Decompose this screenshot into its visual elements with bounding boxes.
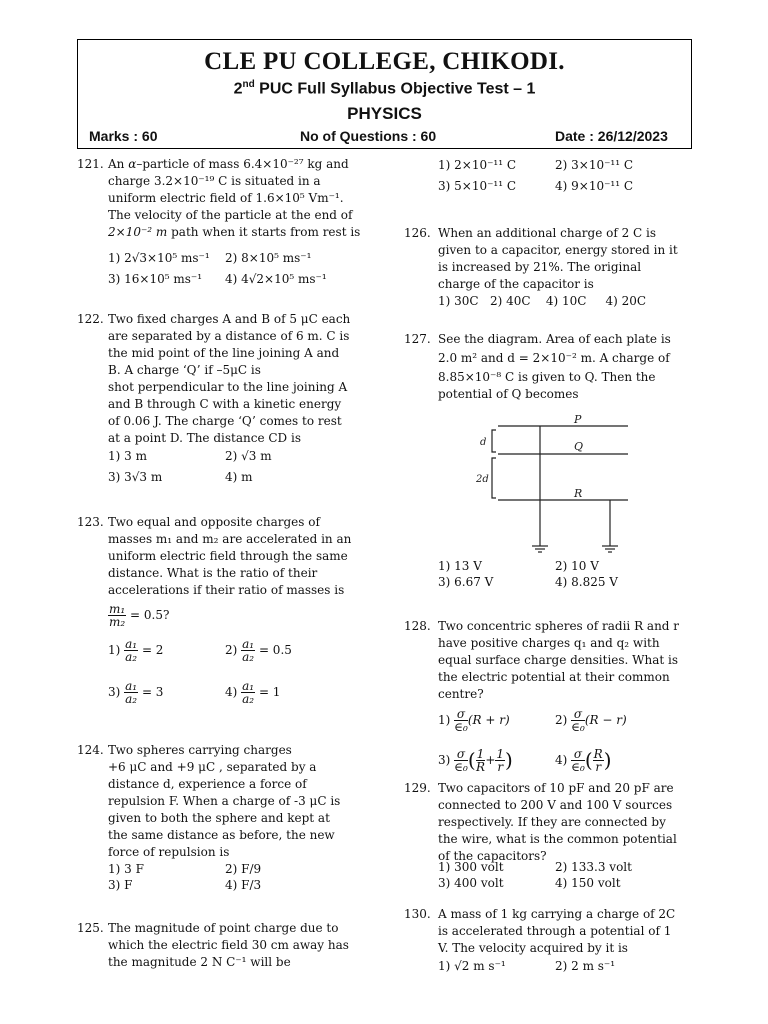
question-text	[108, 311, 363, 447]
question-number: 125.	[77, 921, 104, 935]
q123-line-2: masses m₁ and m₂ are accelerated in an	[108, 532, 352, 546]
header-box	[77, 39, 692, 149]
option-3[interactable]: 3) 400 volt	[438, 876, 504, 890]
label-p: P	[574, 413, 582, 426]
q127-line-3: 8.85×10⁻⁸ C is given to Q. Then the	[438, 370, 656, 384]
bracket-d	[492, 430, 496, 452]
q126-line-1: When an additional charge of 2 C is	[438, 226, 657, 240]
q125-line-3: the magnitude 2 N C⁻¹ will be	[108, 955, 291, 969]
label-q: Q	[574, 440, 584, 453]
q129-line-3: respectively. If they are connected by	[438, 815, 666, 829]
q127-line-4: potential of Q becomes	[438, 387, 579, 401]
q126-line-3: is increased by 21%. The original	[438, 260, 642, 274]
option-3[interactable]: 3) 6.67 V	[438, 575, 494, 589]
q121-line-5: 2×10⁻² m path when it starts from rest is	[108, 225, 361, 239]
question-text	[438, 331, 692, 403]
q125-line-2: which the electric field 30 cm away has	[108, 938, 349, 952]
q122-line-6: and B through C with a kinetic energy	[108, 397, 342, 411]
q130-line-2: is accelerated through a potential of 1	[438, 924, 672, 938]
option-2[interactable]: 2) F/9	[225, 862, 262, 876]
option-2[interactable]: 2) $\frac{\sigma}{\text{∈₀}}$ (R − r)	[555, 707, 627, 734]
question-number: 123.	[77, 515, 104, 529]
q124-line-1: Two spheres carrying charges	[108, 743, 292, 757]
q129-line-2: connected to 200 V and 100 V sources	[438, 798, 673, 812]
q128-line-1: Two concentric spheres of radii R and r	[438, 619, 680, 633]
option-2[interactable]: 2) √3 m	[225, 449, 272, 463]
question-text	[108, 920, 363, 971]
question-text	[438, 780, 692, 865]
question-number: 121.	[77, 157, 104, 171]
q122-line-8: at a point D. The distance CD is	[108, 431, 301, 445]
q128-line-5: centre?	[438, 687, 484, 701]
option-2[interactable]: 2) 2 m s⁻¹	[555, 959, 616, 973]
q126-line-2: given to a capacitor, energy stored in it	[438, 243, 678, 257]
question-text	[438, 618, 692, 703]
option-1[interactable]: 1) 3 F	[108, 862, 144, 876]
option-2[interactable]: 2) 8×10⁵ ms⁻¹	[225, 251, 312, 265]
q127-line-2: 2.0 m² and d = 2×10⁻² m. A charge of	[438, 351, 670, 365]
q122-line-3: the mid point of the line joining A and	[108, 346, 340, 360]
option-4[interactable]: 4) 150 volt	[555, 876, 621, 890]
question-number: 130.	[404, 907, 431, 921]
question-text	[108, 514, 363, 628]
question-number: 126.	[404, 226, 431, 240]
option-2[interactable]: 2) 10 V	[555, 559, 599, 573]
q126-line-4: charge of the capacitor is	[438, 277, 594, 291]
q126-options[interactable]: 1) 30C 2) 40C 4) 10C 4) 20C	[438, 294, 647, 308]
q128-line-3: equal surface charge densities. What is	[438, 653, 679, 667]
option-2[interactable]: 2) 3×10⁻¹¹ C	[555, 158, 634, 172]
q121-line-1: An α–particle of mass 6.4×10⁻²⁷ kg and	[108, 157, 349, 171]
option-4[interactable]: 4) F/3	[225, 878, 262, 892]
option-3[interactable]: 3) 3√3 m	[108, 470, 163, 484]
question-number: 122.	[77, 312, 104, 326]
college-name: CLE PU COLLEGE, CHIKODI.	[204, 48, 565, 75]
option-4[interactable]: 4) $\frac{\text{a₁}}{\text{a₂}}$ = 1	[225, 679, 281, 706]
q124-line-5: given to both the sphere and kept at	[108, 811, 330, 825]
q124-line-6: the same distance as before, the new	[108, 828, 335, 842]
q123-line-4: distance. What is the ratio of their	[108, 566, 318, 580]
option-1[interactable]: 1) √2 m s⁻¹	[438, 959, 506, 973]
question-number: 128.	[404, 619, 431, 633]
q128-line-2: have positive charges q₁ and q₂ with	[438, 636, 660, 650]
option-4[interactable]: 4) 4√2×10⁵ ms⁻¹	[225, 272, 327, 286]
q123-mass-ratio: $\frac{\text{m₁}}{\text{m₂}}$ = 0.5?	[109, 602, 170, 629]
q124-line-4: repulsion F. When a charge of -3 μC is	[108, 794, 341, 808]
q124-line-2: +6 μC and +9 μC , separated by a	[108, 760, 317, 774]
q129-line-5: of the capacitors?	[438, 849, 547, 863]
q121-line-2: charge 3.2×10⁻¹⁹ C is situated in a	[108, 174, 321, 188]
q123-line-5: accelerations if their ratio of masses is	[108, 583, 345, 597]
option-1[interactable]: 1) 2×10⁻¹¹ C	[438, 158, 517, 172]
option-3[interactable]: 3) $\frac{\sigma}{\text{∈₀}}$ ( $\frac{1}{R}$ + $\frac{1}{r}$ )	[438, 747, 513, 774]
q123-line-1: Two equal and opposite charges of	[108, 515, 320, 529]
option-1[interactable]: 1) 3 m	[108, 449, 147, 463]
option-4[interactable]: 4) $\frac{\sigma}{\text{∈₀}}$ ( $\frac{R}{r}$ )	[555, 747, 612, 774]
q123-line-3: uniform electric field through the same	[108, 549, 348, 563]
q122-line-7: of 0.06 J. The charge ‘Q’ comes to rest	[108, 414, 342, 428]
option-1[interactable]: 1) $\frac{\sigma}{\text{∈₀}}$ (R + r)	[438, 707, 510, 734]
q122-line-4: B. A charge ‘Q’ if –5μC is	[108, 363, 261, 377]
option-3[interactable]: 3) 16×10⁵ ms⁻¹	[108, 272, 203, 286]
q124-line-3: distance d, experience a force of	[108, 777, 307, 791]
q124-line-7: force of repulsion is	[108, 845, 230, 859]
q122-line-1: Two fixed charges A and B of 5 μC each	[108, 312, 351, 326]
question-text	[438, 906, 692, 957]
question-text	[108, 742, 363, 861]
test-title-rest: PUC Full Syllabus Objective Test – 1	[254, 80, 536, 98]
date-label: Date : 26/12/2023	[555, 128, 668, 144]
option-1[interactable]: 1) 2√3×10⁵ ms⁻¹	[108, 251, 210, 265]
q122-line-5: shot perpendicular to the line joining A	[108, 380, 348, 394]
option-1[interactable]: 1) 13 V	[438, 559, 482, 573]
option-3[interactable]: 3) F	[108, 878, 133, 892]
question-number: 124.	[77, 743, 104, 757]
option-4[interactable]: 4) 8.825 V	[555, 575, 618, 589]
q130-line-1: A mass of 1 kg carrying a charge of 2C	[438, 907, 676, 921]
q125-line-1: The magnitude of point charge due to	[108, 921, 339, 935]
label-2d: 2d	[476, 474, 489, 485]
option-1[interactable]: 1) $\frac{\text{a₁}}{\text{a₂}}$ = 2	[108, 637, 164, 664]
option-2[interactable]: 2) $\frac{\text{a₁}}{\text{a₂}}$ = 0.5	[225, 637, 292, 664]
option-2[interactable]: 2) 133.3 volt	[555, 860, 632, 874]
test-title	[78, 79, 691, 98]
questions-label: No of Questions : 60	[300, 128, 437, 144]
option-4[interactable]: 4) m	[225, 470, 253, 484]
test-title-prefix: 2	[233, 80, 243, 98]
q128-line-4: the electric potential at their common	[438, 670, 670, 684]
q129-line-4: the wire, what is the common potential	[438, 832, 677, 846]
q129-line-1: Two capacitors of 10 pF and 20 pF are	[438, 781, 674, 795]
q122-line-2: are separated by a distance of 6 m. C is	[108, 329, 350, 343]
question-number: 127.	[404, 332, 431, 346]
marks-label: Marks : 60	[89, 128, 158, 144]
bracket-2d	[492, 458, 496, 498]
label-d: d	[480, 437, 487, 448]
question-text	[438, 225, 692, 310]
capacitor-plates-diagram	[476, 408, 636, 558]
test-title-sup: nd	[242, 79, 255, 90]
q121-line-3: uniform electric field of 1.6×10⁵ Vm⁻¹.	[108, 191, 344, 205]
question-number: 129.	[404, 781, 431, 795]
option-3[interactable]: 3) 5×10⁻¹¹ C	[438, 179, 517, 193]
option-3[interactable]: 3) $\frac{\text{a₁}}{\text{a₂}}$ = 3	[108, 679, 164, 706]
label-r: R	[574, 487, 583, 500]
q121-line-4: The velocity of the particle at the end of	[108, 208, 353, 222]
option-4[interactable]: 4) 9×10⁻¹¹ C	[555, 179, 634, 193]
subject-title: PHYSICS	[347, 104, 422, 123]
q130-line-3: V. The velocity acquired by it is	[438, 941, 628, 955]
q127-line-1: See the diagram. Area of each plate is	[438, 332, 671, 346]
question-text	[108, 156, 363, 241]
option-1[interactable]: 1) 300 volt	[438, 860, 504, 874]
